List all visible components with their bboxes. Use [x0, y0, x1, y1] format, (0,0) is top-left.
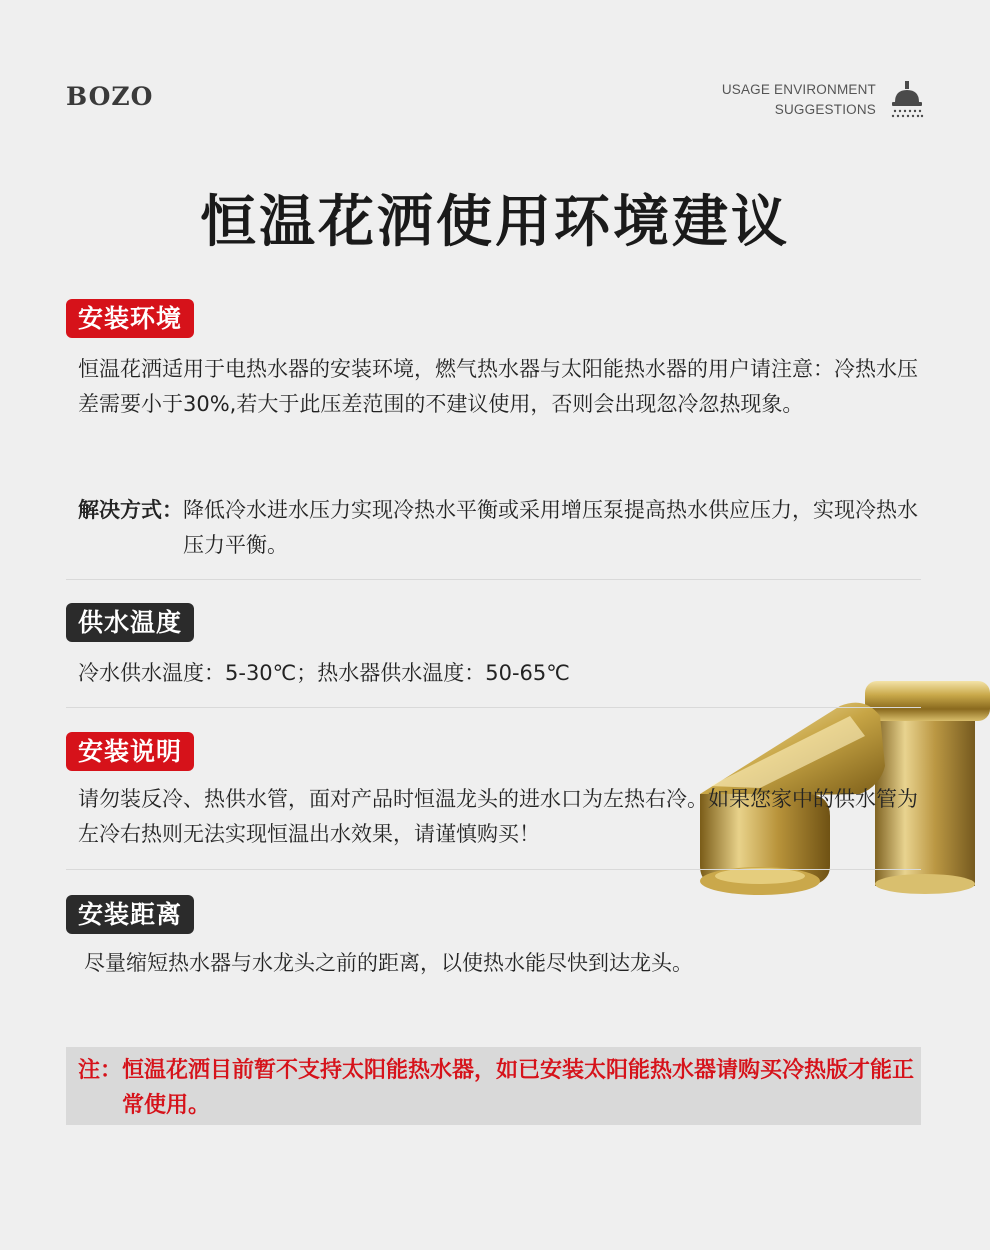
brand-logo: BOZO	[66, 82, 154, 111]
section-text-install-instructions: 请勿装反冷、热供水管，面对产品时恒温龙头的进水口为左热右冷。如果您家中的供水管为左冷右热则无法实现恒温出水效果，请谨慎购买！	[78, 787, 918, 846]
page-title: 恒温花洒使用环境建议	[200, 190, 790, 255]
section-text-install-environment: 恒温花洒适用于电热水器的安装环境，燃气热水器与太阳能热水器的用户请注意：冷热水压差需要小于30%,若大于此压差范围的不建议使用，否则会出现忽冷忽热现象。	[78, 357, 918, 416]
solution-label: 解决方式：	[78, 498, 183, 522]
header-caption	[722, 80, 876, 120]
section-badge-install-environment: 安装环境	[66, 299, 194, 338]
section-divider	[66, 869, 921, 870]
header-caption-line2: SUGGESTIONS	[774, 102, 876, 117]
header-caption-group	[722, 80, 924, 120]
section-text-water-temperature: 冷水供水温度：5-30℃；热水器供水温度：50-65℃	[78, 661, 570, 685]
section-badge-water-temperature: 供水温度	[66, 603, 194, 642]
section-text-install-distance: 尽量缩短热水器与水龙头之前的距离，以使热水能尽快到达龙头。	[84, 951, 693, 975]
note-text: 恒温花洒目前暂不支持太阳能热水器，如已安装太阳能热水器请购买冷热版才能正常使用。	[122, 1058, 915, 1118]
solution-block	[78, 493, 923, 563]
solution-text: 降低冷水进水压力实现冷热水平衡或采用增压泵提高热水供应压力，实现冷热水压力平衡。	[183, 498, 918, 557]
section-divider	[66, 707, 921, 708]
section-divider	[66, 579, 921, 580]
note-label: 注：	[78, 1058, 123, 1083]
section-badge-install-distance: 安装距离	[66, 895, 194, 934]
shower-head-icon	[890, 80, 924, 120]
header-caption-line1: USAGE ENVIRONMENT	[721, 82, 876, 97]
section-badge-install-instructions: 安装说明	[66, 732, 194, 771]
